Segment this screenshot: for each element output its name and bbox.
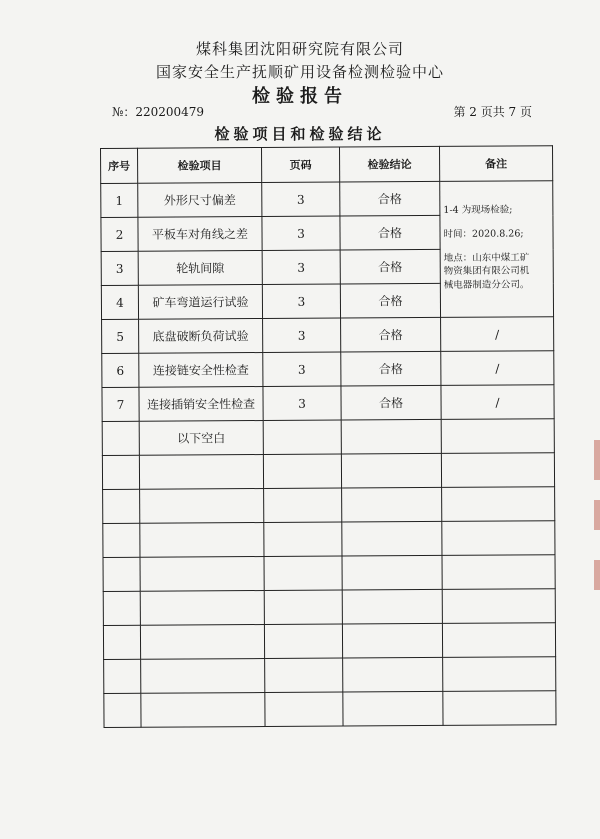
row-conclusion: 合格 <box>340 215 440 250</box>
empty-row <box>103 623 555 660</box>
row-item: 矿车弯道运行试验 <box>138 285 262 320</box>
end-note: 以下空白 <box>139 421 263 456</box>
edge-stain <box>594 440 600 480</box>
row-remark: / <box>441 385 554 420</box>
row-page: 3 <box>263 318 341 352</box>
row-remark: / <box>441 351 554 386</box>
edge-stain <box>594 500 600 530</box>
row-no: 6 <box>102 353 139 387</box>
table-row <box>102 317 554 354</box>
edge-stain <box>594 560 600 590</box>
empty-row <box>103 589 555 626</box>
row-page: 3 <box>263 352 341 386</box>
remark-line: 时间：2020.8.26; <box>443 228 524 240</box>
row-item: 连接插销安全性检查 <box>139 387 263 422</box>
row-remark: / <box>441 317 554 352</box>
empty-row <box>104 691 556 728</box>
row-no: 1 <box>101 183 138 217</box>
row-page: 3 <box>263 386 341 420</box>
section-title: 检验项目和检验结论 <box>214 125 386 143</box>
row-page: 3 <box>262 216 340 250</box>
row-conclusion: 合格 <box>341 351 441 386</box>
header-item: 检验项目 <box>138 148 262 184</box>
table-row <box>101 181 553 218</box>
row-no: 2 <box>101 217 138 251</box>
row-no: 4 <box>101 285 138 319</box>
row-page: 3 <box>262 250 340 284</box>
row-conclusion: 合格 <box>340 181 440 216</box>
empty-row <box>103 555 555 592</box>
remark-line: 物资集团有限公司机 <box>443 265 530 278</box>
row-page: 3 <box>262 284 340 318</box>
merged-remark <box>440 181 554 318</box>
report-title: 检验报告 <box>252 86 348 107</box>
remark-line: 械电器制造分公司。 <box>443 279 530 291</box>
row-page: 3 <box>262 182 340 216</box>
table-row <box>102 385 554 422</box>
report-meta <box>112 103 532 119</box>
row-item: 底盘破断负荷试验 <box>139 319 263 354</box>
remark-line: 地点：山东中煤工矿 <box>443 251 530 264</box>
empty-row <box>104 657 556 694</box>
remark-line: 1-4 为现场检验; <box>443 204 513 216</box>
row-item: 连接链安全性检查 <box>139 353 263 388</box>
header-conclusion: 检验结论 <box>339 146 439 182</box>
row-no: 3 <box>101 251 138 285</box>
header-page: 页码 <box>262 147 340 182</box>
row-conclusion: 合格 <box>340 249 440 284</box>
page-indicator: 第 2 页共 7 页 <box>453 105 532 119</box>
table-row <box>102 419 554 456</box>
header-no: 序号 <box>101 148 138 183</box>
empty-row <box>103 487 555 524</box>
row-no <box>102 421 139 455</box>
empty-row <box>102 453 554 490</box>
table-header-row <box>101 146 553 184</box>
row-conclusion: 合格 <box>341 385 441 420</box>
row-no: 5 <box>102 319 139 353</box>
row-item: 平板车对角线之差 <box>138 217 262 252</box>
row-conclusion: 合格 <box>340 283 440 318</box>
row-conclusion: 合格 <box>341 317 441 352</box>
row-item: 轮轨间隙 <box>138 251 262 286</box>
empty-row <box>103 521 555 558</box>
center-name: 国家安全生产抚顺矿用设备检测检验中心 <box>155 63 444 81</box>
table-row <box>102 351 554 388</box>
results-table <box>100 145 557 728</box>
row-no: 7 <box>102 387 139 421</box>
report-number: №：220200479 <box>112 105 205 119</box>
organization-name: 煤科集团沈阳研究院有限公司 <box>195 40 404 58</box>
header-remark: 备注 <box>439 146 552 182</box>
row-item: 外形尺寸偏差 <box>138 183 262 218</box>
